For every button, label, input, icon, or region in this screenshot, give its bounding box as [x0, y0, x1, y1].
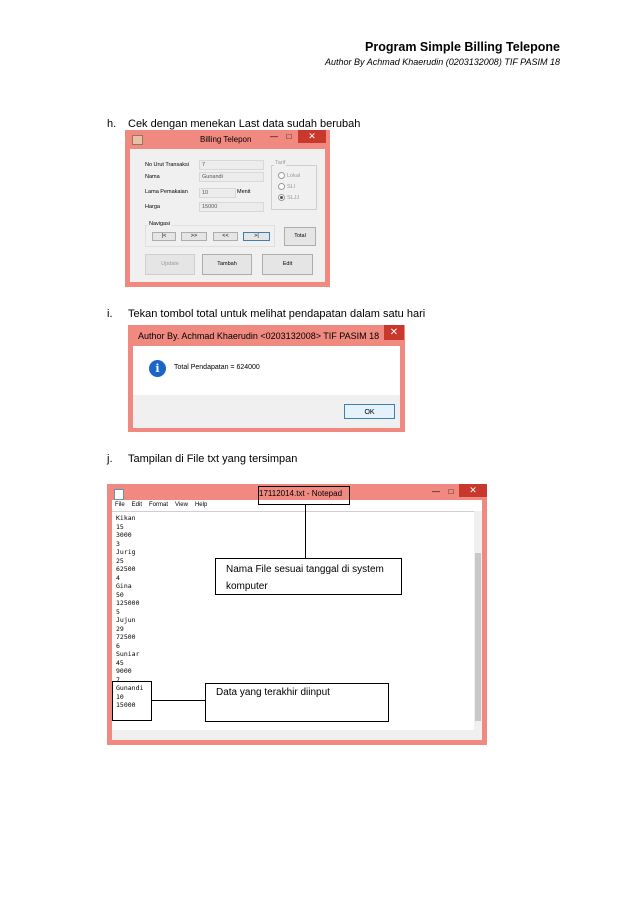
- radio-sljj-label: SLJJ: [287, 194, 300, 201]
- menu-help[interactable]: Help: [194, 502, 208, 508]
- text-line: 4: [116, 573, 120, 582]
- close-button[interactable]: ✕: [459, 484, 487, 497]
- last-data-highlight-box: [112, 681, 152, 721]
- text-line: Jurig: [116, 548, 136, 556]
- radio-lokal-label: Lokal: [287, 172, 301, 179]
- text-line: 15: [116, 522, 124, 531]
- text-line: 3000: [116, 531, 132, 539]
- message-footer: [133, 395, 400, 428]
- radio-circle: [278, 183, 285, 190]
- step-letter: h.: [107, 118, 117, 130]
- edit-button[interactable]: Edit: [262, 254, 313, 275]
- minimize-icon[interactable]: —: [432, 487, 440, 496]
- first-button[interactable]: |<: [152, 232, 176, 241]
- text-line: 25: [116, 556, 124, 565]
- total-button[interactable]: Total: [284, 227, 316, 246]
- last-button[interactable]: >|: [243, 232, 270, 241]
- billing-window: [125, 130, 330, 287]
- minimize-icon[interactable]: —: [270, 132, 278, 141]
- radio-sljj[interactable]: [278, 194, 299, 201]
- text-line: Kikan: [116, 514, 136, 522]
- window-title: Billing Telepon: [200, 135, 252, 144]
- text-line: 9000: [116, 667, 132, 675]
- callout-line: [152, 700, 205, 701]
- text-line: 3: [116, 539, 120, 548]
- text-line: 125000: [116, 599, 140, 607]
- radio-lokal[interactable]: [278, 172, 300, 179]
- harga-field[interactable]: 15000: [199, 202, 264, 212]
- tarif-label: Tarif: [275, 160, 286, 166]
- text-line: 15000: [116, 701, 136, 709]
- app-icon: [132, 135, 143, 145]
- step-text: Cek dengan menekan Last data sudah berubah: [128, 118, 361, 130]
- text-line: 7: [116, 675, 120, 684]
- tambah-button[interactable]: Tambah: [202, 254, 252, 275]
- close-button[interactable]: ✕: [384, 325, 404, 340]
- text-line: 72500: [116, 633, 136, 641]
- step-letter: j.: [107, 453, 113, 465]
- message-box-title: Author By. Achmad Khaerudin <0203132008> TIF PASIM 18: [138, 331, 380, 341]
- text-line: 62500: [116, 565, 136, 573]
- notepad-title: 17112014.txt - Notepad: [259, 489, 343, 498]
- text-line: 10: [116, 692, 124, 701]
- radio-sli[interactable]: [278, 183, 295, 190]
- menu-format[interactable]: Format: [149, 502, 169, 508]
- step-j: [107, 453, 297, 465]
- notepad-icon: [114, 489, 124, 500]
- radio-circle: [278, 172, 285, 179]
- close-button[interactable]: ✕: [298, 130, 326, 143]
- step-i: [107, 308, 425, 320]
- radio-sli-label: SLI: [287, 183, 296, 190]
- maximize-icon[interactable]: □: [448, 487, 454, 496]
- label-lama: Lama Pemakaian: [145, 189, 188, 195]
- document-title: Program Simple Billing Telepone: [365, 40, 560, 54]
- message-box: [128, 325, 405, 432]
- text-line: Jujun: [116, 616, 136, 624]
- no-urut-field[interactable]: 7: [199, 160, 264, 170]
- text-line: 6: [116, 641, 120, 650]
- text-line: Gunandi: [116, 684, 144, 692]
- lama-field[interactable]: 10: [199, 188, 236, 198]
- text-line: Suniar: [116, 650, 140, 658]
- navigasi-label: Navigasi: [149, 221, 171, 227]
- text-line: 45: [116, 658, 124, 667]
- scroll-thumb[interactable]: [475, 553, 481, 721]
- label-nama: Nama: [145, 174, 160, 180]
- filename-callout: Nama File sesuai tanggal di system komputer: [215, 558, 402, 595]
- update-button[interactable]: Update: [145, 254, 195, 275]
- horizontal-scrollbar[interactable]: [112, 730, 482, 740]
- title-highlight-box: [258, 486, 350, 505]
- info-icon: i: [149, 360, 166, 377]
- menit-label: Menit: [237, 189, 251, 195]
- maximize-icon[interactable]: □: [286, 132, 292, 141]
- menu-file[interactable]: File: [115, 502, 125, 508]
- step-letter: i.: [107, 308, 113, 320]
- document-subtitle: Author By Achmad Khaerudin (0203132008) TIF PASIM 18: [325, 57, 560, 67]
- title-bar[interactable]: [125, 130, 330, 148]
- next-button[interactable]: >>: [181, 232, 207, 241]
- callout-line: [305, 505, 306, 559]
- text-line: Gina: [116, 582, 132, 590]
- prev-button[interactable]: <<: [213, 232, 238, 241]
- ok-button[interactable]: OK: [344, 404, 395, 419]
- label-no-urut: No Urut Transaksi: [145, 162, 190, 168]
- message-text: Total Pendapatan = 624000: [174, 364, 260, 371]
- label-harga: Harga: [145, 204, 160, 210]
- menu-edit[interactable]: Edit: [131, 502, 143, 508]
- vertical-scrollbar[interactable]: [474, 511, 482, 730]
- billing-form: [130, 149, 325, 282]
- step-text: Tampilan di File txt yang tersimpan: [128, 453, 298, 465]
- message-body: [133, 346, 400, 395]
- text-line: 50: [116, 590, 124, 599]
- menu-view[interactable]: View: [175, 502, 188, 508]
- step-text: Tekan tombol total untuk melihat pendapatan dalam satu hari: [128, 308, 426, 320]
- text-line: 29: [116, 624, 124, 633]
- step-h: [107, 118, 360, 130]
- nama-field[interactable]: Gunandi: [199, 172, 264, 182]
- text-line: 5: [116, 607, 120, 616]
- last-data-callout: Data yang terakhir diinput: [205, 683, 389, 722]
- radio-circle-selected: [278, 194, 285, 201]
